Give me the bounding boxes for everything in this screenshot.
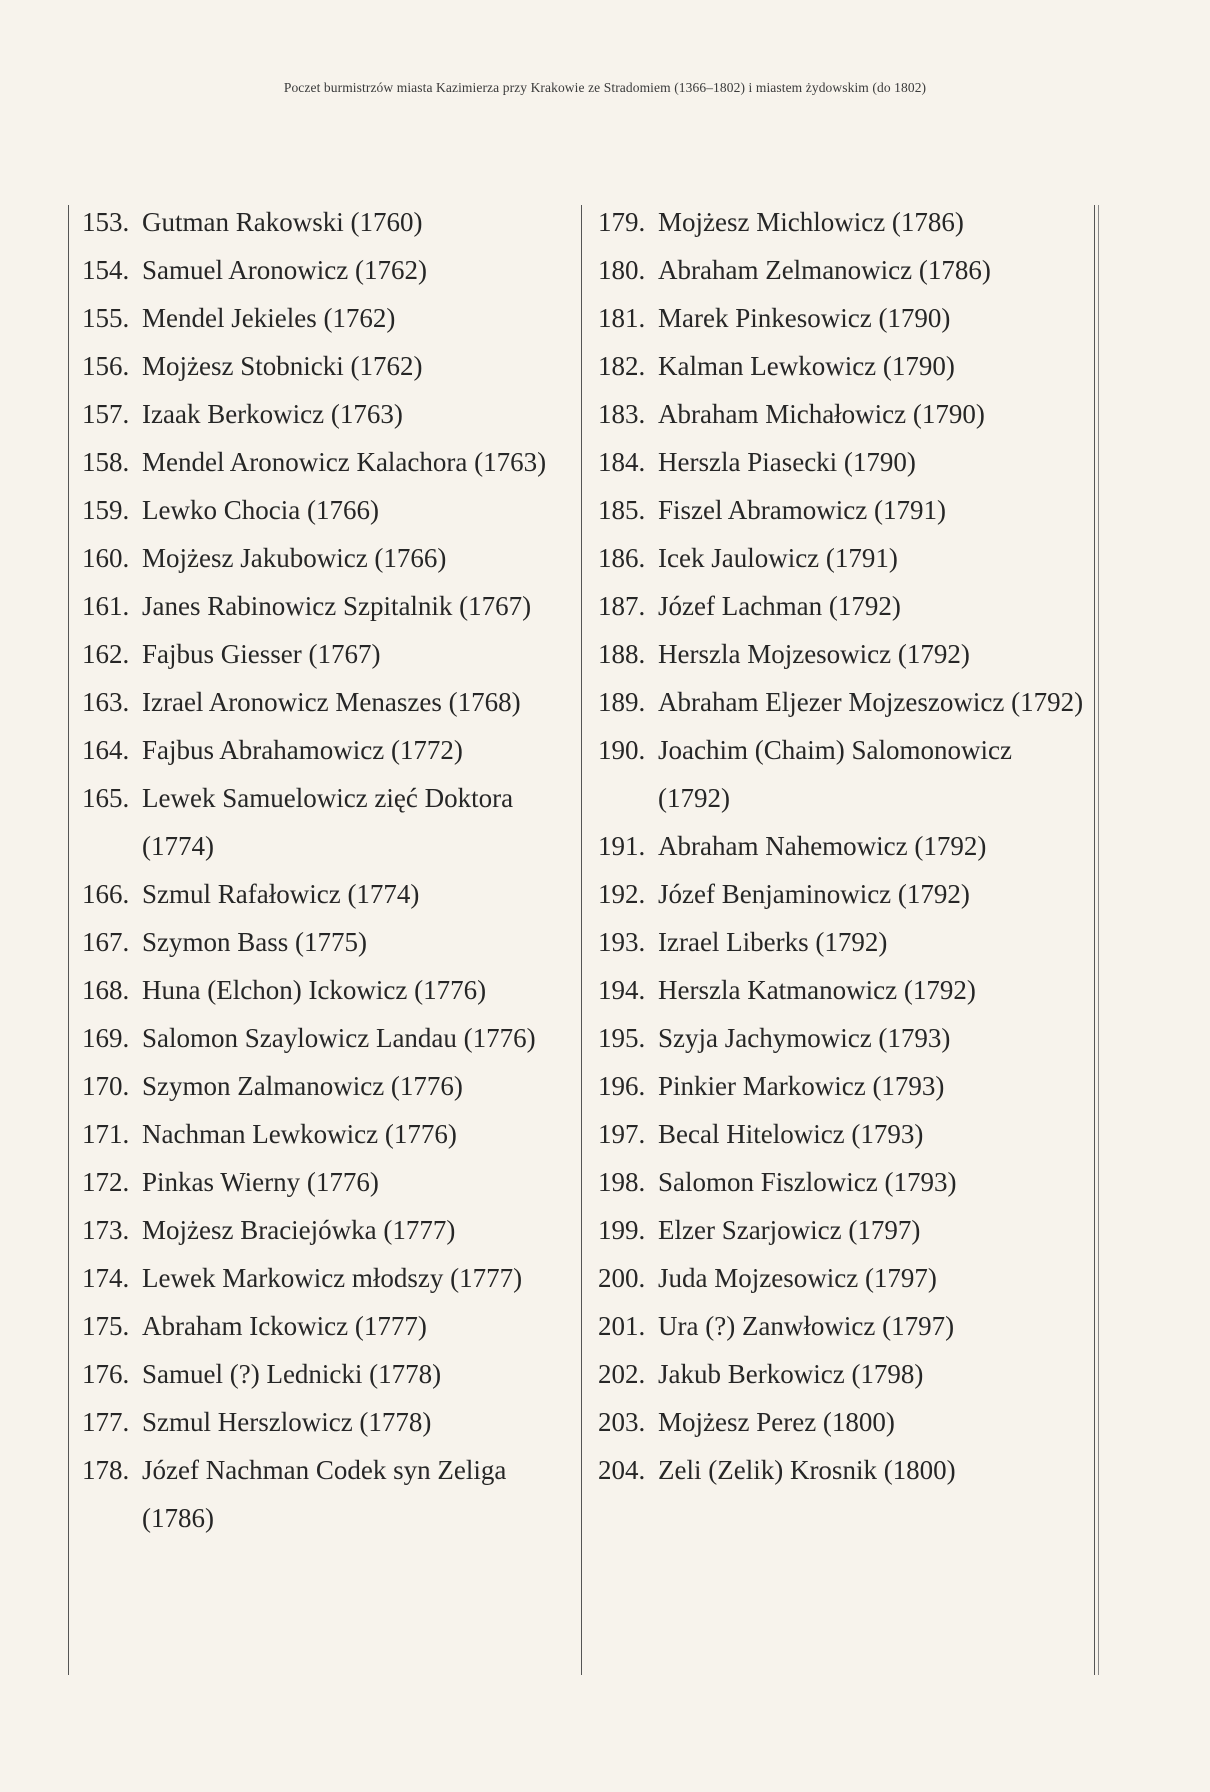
entry-name: Pinkier Markowicz (1793) bbox=[658, 1071, 945, 1101]
entry-name: Lewek Samuelowicz zięć Doktora (1774) bbox=[142, 783, 514, 861]
entry-number: 153. bbox=[82, 207, 130, 237]
entry-name: Mojżesz Jakubowicz (1766) bbox=[142, 543, 447, 573]
entry-number: 157. bbox=[82, 399, 130, 429]
list-item bbox=[82, 198, 572, 246]
entry-number: 189. bbox=[598, 687, 646, 717]
entry-name: Abraham Ickowicz (1777) bbox=[142, 1311, 427, 1341]
list-item bbox=[82, 918, 572, 966]
list-item bbox=[598, 1062, 1088, 1110]
list-item bbox=[82, 630, 572, 678]
entry-number: 191. bbox=[598, 831, 646, 861]
entry-number: 161. bbox=[82, 591, 130, 621]
entry-name: Szymon Bass (1775) bbox=[142, 927, 367, 957]
list-item bbox=[598, 1014, 1088, 1062]
entry-name: Mendel Aronowicz Kalachora (1763) bbox=[142, 447, 547, 477]
entry-number: 198. bbox=[598, 1167, 646, 1197]
list-column-right bbox=[598, 198, 1088, 1494]
entry-name: Salomon Fiszlowicz (1793) bbox=[658, 1167, 957, 1197]
list-column-left bbox=[82, 198, 572, 1542]
list-item bbox=[598, 870, 1088, 918]
entry-name: Icek Jaulowicz (1791) bbox=[658, 543, 898, 573]
list-item bbox=[598, 486, 1088, 534]
entry-name: Huna (Elchon) Ickowicz (1776) bbox=[142, 975, 487, 1005]
entry-number: 159. bbox=[82, 495, 130, 525]
list-item bbox=[82, 294, 572, 342]
entry-number: 177. bbox=[82, 1407, 130, 1437]
list-item bbox=[82, 486, 572, 534]
entry-number: 185. bbox=[598, 495, 646, 525]
entry-number: 190. bbox=[598, 735, 646, 765]
entry-number: 182. bbox=[598, 351, 646, 381]
entry-number: 186. bbox=[598, 543, 646, 573]
entry-name: Józef Nachman Codek syn Zeliga (1786) bbox=[142, 1455, 507, 1533]
entry-name: Fajbus Abrahamowicz (1772) bbox=[142, 735, 463, 765]
list-item bbox=[82, 1254, 572, 1302]
list-item bbox=[82, 342, 572, 390]
entry-name: Abraham Zelmanowicz (1786) bbox=[658, 255, 991, 285]
entry-number: 178. bbox=[82, 1455, 130, 1485]
list-item bbox=[598, 246, 1088, 294]
entry-number: 196. bbox=[598, 1071, 646, 1101]
entry-name: Abraham Eljezer Mojzeszowicz (1792) bbox=[658, 687, 1084, 717]
entry-number: 173. bbox=[82, 1215, 130, 1245]
list-item bbox=[598, 1158, 1088, 1206]
list-item bbox=[598, 918, 1088, 966]
entry-name: Juda Mojzesowicz (1797) bbox=[658, 1263, 937, 1293]
entry-number: 200. bbox=[598, 1263, 646, 1293]
entry-number: 179. bbox=[598, 207, 646, 237]
right-border-rule bbox=[1094, 205, 1095, 1675]
entry-name: Szymon Zalmanowicz (1776) bbox=[142, 1071, 463, 1101]
entry-number: 168. bbox=[82, 975, 130, 1005]
entry-number: 171. bbox=[82, 1119, 130, 1149]
entry-name: Herszla Piasecki (1790) bbox=[658, 447, 916, 477]
entry-number: 187. bbox=[598, 591, 646, 621]
entry-name: Abraham Michałowicz (1790) bbox=[658, 399, 985, 429]
entry-name: Izrael Aronowicz Menaszes (1768) bbox=[142, 687, 521, 717]
list-item bbox=[82, 1350, 572, 1398]
list-item bbox=[82, 438, 572, 486]
entry-number: 167. bbox=[82, 927, 130, 957]
list-item bbox=[82, 582, 572, 630]
entry-number: 163. bbox=[82, 687, 130, 717]
entry-name: Izrael Liberks (1792) bbox=[658, 927, 888, 957]
entry-name: Zeli (Zelik) Krosnik (1800) bbox=[658, 1455, 956, 1485]
entry-number: 203. bbox=[598, 1407, 646, 1437]
list-item bbox=[82, 246, 572, 294]
list-item bbox=[82, 726, 572, 774]
list-item bbox=[598, 630, 1088, 678]
entry-name: Izaak Berkowicz (1763) bbox=[142, 399, 403, 429]
list-item bbox=[82, 1014, 572, 1062]
list-item bbox=[82, 1158, 572, 1206]
entry-number: 195. bbox=[598, 1023, 646, 1053]
entry-name: Jakub Berkowicz (1798) bbox=[658, 1359, 924, 1389]
entry-number: 156. bbox=[82, 351, 130, 381]
entry-number: 202. bbox=[598, 1359, 646, 1389]
list-item bbox=[598, 1398, 1088, 1446]
entry-number: 181. bbox=[598, 303, 646, 333]
entry-number: 158. bbox=[82, 447, 130, 477]
list-item bbox=[598, 1110, 1088, 1158]
entry-name: Becal Hitelowicz (1793) bbox=[658, 1119, 924, 1149]
entry-number: 192. bbox=[598, 879, 646, 909]
entry-name: Józef Benjaminowicz (1792) bbox=[658, 879, 970, 909]
running-header: Poczet burmistrzów miasta Kazimierza przy Krakowie ze Stradomiem (1366–1802) i miastem żydowskim (do 1802) bbox=[283, 80, 927, 95]
list-item bbox=[82, 1062, 572, 1110]
entry-name: Szyja Jachymowicz (1793) bbox=[658, 1023, 951, 1053]
list-item bbox=[598, 342, 1088, 390]
entry-number: 188. bbox=[598, 639, 646, 669]
entry-number: 184. bbox=[598, 447, 646, 477]
list-item bbox=[598, 1206, 1088, 1254]
entry-name: Janes Rabinowicz Szpitalnik (1767) bbox=[142, 591, 532, 621]
entry-name: Samuel (?) Lednicki (1778) bbox=[142, 1359, 442, 1389]
list-item bbox=[598, 1302, 1088, 1350]
entry-number: 155. bbox=[82, 303, 130, 333]
entry-name: Mojżesz Perez (1800) bbox=[658, 1407, 895, 1437]
entry-name: Mojżesz Stobnicki (1762) bbox=[142, 351, 423, 381]
entry-number: 170. bbox=[82, 1071, 130, 1101]
list-item bbox=[598, 582, 1088, 630]
entry-name: Józef Lachman (1792) bbox=[658, 591, 901, 621]
list-item bbox=[82, 534, 572, 582]
entry-name: Lewko Chocia (1766) bbox=[142, 495, 379, 525]
entry-name: Ura (?) Zanwłowicz (1797) bbox=[658, 1311, 955, 1341]
entry-number: 160. bbox=[82, 543, 130, 573]
list-item bbox=[598, 678, 1088, 726]
list-item bbox=[598, 966, 1088, 1014]
entry-number: 180. bbox=[598, 255, 646, 285]
list-item bbox=[598, 534, 1088, 582]
entry-name: Lewek Markowicz młodszy (1777) bbox=[142, 1263, 523, 1293]
entry-number: 165. bbox=[82, 783, 130, 813]
list-item bbox=[598, 294, 1088, 342]
list-item bbox=[598, 198, 1088, 246]
entry-number: 204. bbox=[598, 1455, 646, 1485]
entry-name: Mojżesz Michlowicz (1786) bbox=[658, 207, 964, 237]
list-item bbox=[82, 678, 572, 726]
entry-name: Samuel Aronowicz (1762) bbox=[142, 255, 427, 285]
list-item bbox=[82, 966, 572, 1014]
list-item bbox=[598, 1254, 1088, 1302]
entry-number: 172. bbox=[82, 1167, 130, 1197]
entry-name: Marek Pinkesowicz (1790) bbox=[658, 303, 951, 333]
list-item bbox=[82, 870, 572, 918]
list-item bbox=[82, 1206, 572, 1254]
list-item bbox=[598, 726, 1088, 822]
entry-name: Herszla Mojzesowicz (1792) bbox=[658, 639, 970, 669]
entry-number: 166. bbox=[82, 879, 130, 909]
entry-name: Fiszel Abramowicz (1791) bbox=[658, 495, 946, 525]
entry-number: 154. bbox=[82, 255, 130, 285]
entry-number: 199. bbox=[598, 1215, 646, 1245]
entry-name: Salomon Szaylowicz Landau (1776) bbox=[142, 1023, 536, 1053]
entry-number: 175. bbox=[82, 1311, 130, 1341]
list-item bbox=[82, 774, 572, 870]
column-divider-rule bbox=[581, 205, 582, 1675]
entry-number: 176. bbox=[82, 1359, 130, 1389]
entry-number: 183. bbox=[598, 399, 646, 429]
right-border-rule-outer bbox=[1098, 205, 1099, 1675]
list-item bbox=[82, 390, 572, 438]
list-item bbox=[82, 1110, 572, 1158]
entry-number: 201. bbox=[598, 1311, 646, 1341]
entry-name: Fajbus Giesser (1767) bbox=[142, 639, 381, 669]
entry-name: Elzer Szarjowicz (1797) bbox=[658, 1215, 921, 1245]
list-item bbox=[82, 1302, 572, 1350]
list-item bbox=[598, 390, 1088, 438]
entry-name: Mojżesz Braciejówka (1777) bbox=[142, 1215, 456, 1245]
entry-number: 169. bbox=[82, 1023, 130, 1053]
entry-name: Mendel Jekieles (1762) bbox=[142, 303, 396, 333]
entry-name: Pinkas Wierny (1776) bbox=[142, 1167, 379, 1197]
entry-name: Kalman Lewkowicz (1790) bbox=[658, 351, 955, 381]
entry-name: Gutman Rakowski (1760) bbox=[142, 207, 423, 237]
entry-name: Joachim (Chaim) Salomonowicz (1792) bbox=[658, 735, 1012, 813]
entry-name: Nachman Lewkowicz (1776) bbox=[142, 1119, 457, 1149]
entry-number: 197. bbox=[598, 1119, 646, 1149]
left-border-rule bbox=[68, 205, 69, 1675]
list-item bbox=[598, 1446, 1088, 1494]
entry-number: 162. bbox=[82, 639, 130, 669]
entry-number: 164. bbox=[82, 735, 130, 765]
list-item bbox=[82, 1446, 572, 1542]
list-item bbox=[82, 1398, 572, 1446]
entry-number: 193. bbox=[598, 927, 646, 957]
entry-number: 174. bbox=[82, 1263, 130, 1293]
entry-number: 194. bbox=[598, 975, 646, 1005]
list-item bbox=[598, 438, 1088, 486]
entry-name: Szmul Rafałowicz (1774) bbox=[142, 879, 420, 909]
entry-name: Herszla Katmanowicz (1792) bbox=[658, 975, 976, 1005]
list-item bbox=[598, 1350, 1088, 1398]
entry-name: Abraham Nahemowicz (1792) bbox=[658, 831, 987, 861]
list-item bbox=[598, 822, 1088, 870]
entry-name: Szmul Herszlowicz (1778) bbox=[142, 1407, 432, 1437]
